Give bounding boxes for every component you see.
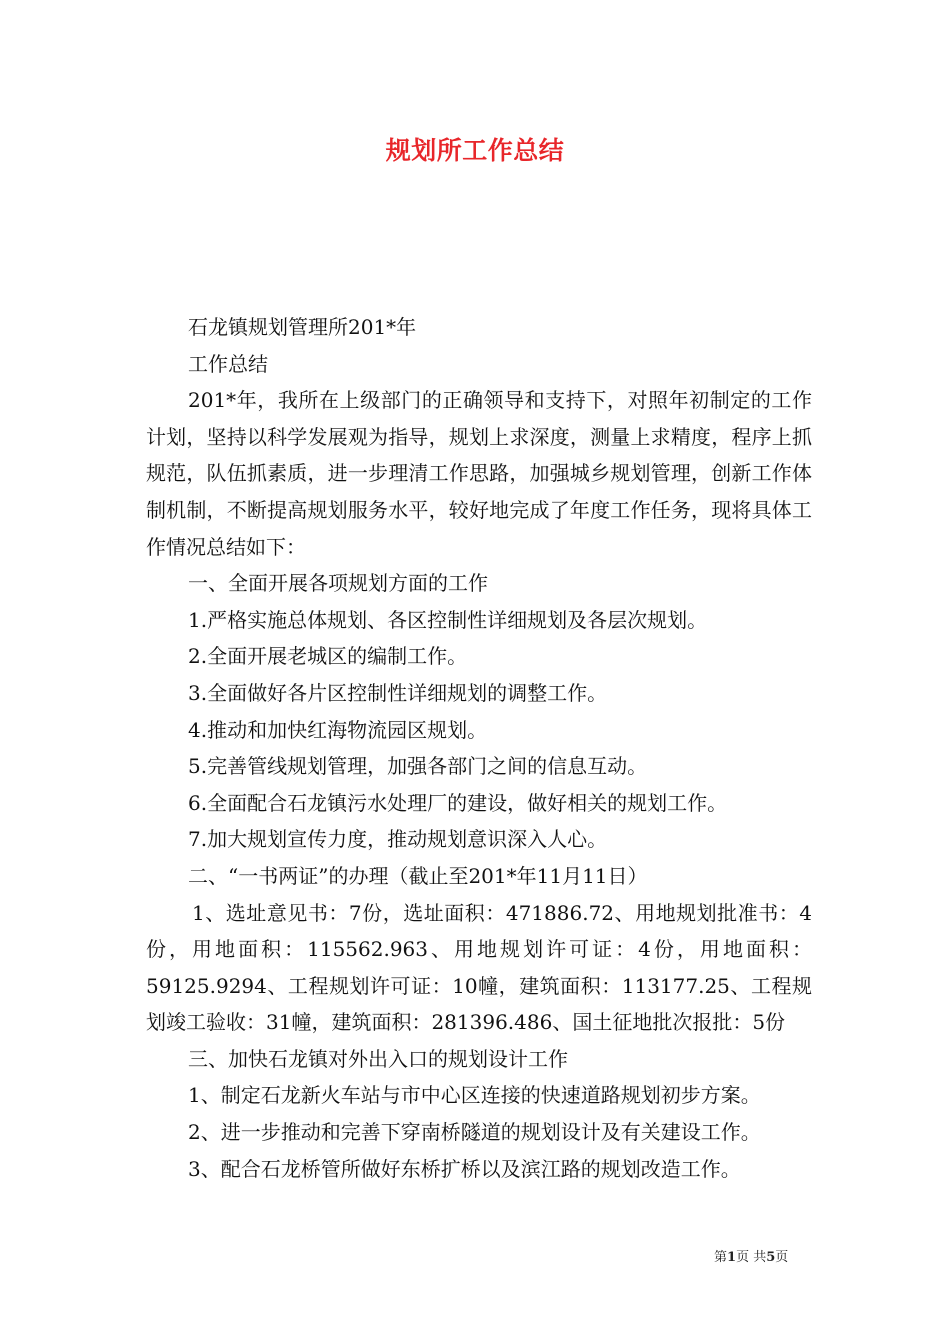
document-body [146,309,812,1187]
list-item: 2.全面开展老城区的编制工作。 [188,644,468,669]
list-item: 4.推动和加快红海物流园区规划。 [188,717,488,742]
list-item: 6.全面配合石龙镇污水处理厂的建设，做好相关的规划工作。 [188,790,728,815]
section-heading-2: 二、“一书两证”的办理（截止至201*年11月11日） [188,863,648,888]
list-item: 1.严格实施总体规划、各区控制性详细规划及各层次规划。 [188,607,708,632]
footer-prefix: 第 [714,1250,728,1265]
section-heading-1: 一、全面开展各项规划方面的工作 [188,571,488,596]
paragraph-permits: 1、选址意见书：7份，选址面积：471886.72、用地规划批准书：4份，用地面积：115562.963、用地规划许可证：4份，用地面积：59125.9294、工程规划许可证：10幢，建筑面积：113177.25、工程规划竣工验收：31幢，建筑面积：281396.486、国土征地批次报批：5份 [146,900,812,1035]
paragraph-subtitle: 工作总结 [188,351,268,376]
page-footer [714,1246,788,1265]
list-item: 1、制定石龙新火车站与市中心区连接的快速道路规划初步方案。 [188,1083,761,1108]
list-item: 2、进一步推动和完善下穿南桥隧道的规划设计及有关建设工作。 [188,1120,761,1145]
list-item: 3、配合石龙桥管所做好东桥扩桥以及滨江路的规划改造工作。 [188,1156,741,1181]
footer-current-page: 1 [727,1250,737,1265]
document-title: 规划所工作总结 [385,136,565,165]
section-heading-3: 三、加快石龙镇对外出入口的规划设计工作 [188,1046,568,1071]
footer-suffix: 页 [775,1250,789,1265]
footer-total-pages: 5 [766,1250,776,1265]
footer-middle: 页 共 [736,1250,767,1265]
list-item: 3.全面做好各片区控制性详细规划的调整工作。 [188,680,608,705]
list-item: 5.完善管线规划管理，加强各部门之间的信息互动。 [188,754,648,779]
list-item: 7.加大规划宣传力度，推动规划意识深入人心。 [188,827,608,852]
paragraph-intro: 201*年，我所在上级部门的正确领导和支持下，对照年初制定的工作计划，坚持以科学发展观为指导，规划上求深度，测量上求精度，程序上抓规范，队伍抓素质，进一步理清工作思路，加强城乡规划管理，创新工作体制机制，不断提高规划服务水平，较好地完成了年度工作任务，现将具体工作情况总结如下： [146,388,812,559]
paragraph-org-name: 石龙镇规划管理所201*年 [188,315,417,339]
